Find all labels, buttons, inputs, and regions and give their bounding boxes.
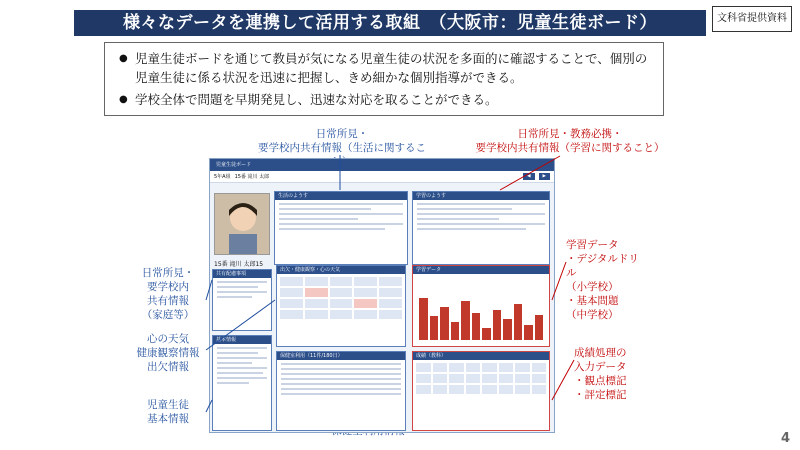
callout-grades: 成績処理の 入力データ ・観点標記 ・評定標記 <box>574 347 627 401</box>
basic-panel-header: 基本情報 <box>213 336 271 344</box>
next-button: ▶ <box>539 173 550 180</box>
student-name: 15番 滝川 太郎15 <box>214 261 264 268</box>
callout-shared-home: 日常所見・ 要学校内 共有情報 （家庭等） <box>141 267 195 321</box>
summary-text: 児童生徒ボードを通じて教員が気になる児童生徒の状況を多面的に確認することで、個別の児童生徒に係る状況を迅速に把握し、きめ細かな個別指導ができる。 <box>135 51 648 85</box>
board-title: 児童生徒ボード <box>210 159 554 171</box>
page-title: 様々なデータを連携して活用する取組 （大阪市：児童生徒ボード） <box>74 10 706 36</box>
bullet-icon: ● <box>119 94 128 105</box>
grades-panel-header: 成績（教科） <box>413 352 549 360</box>
summary-text: 学校全体で問題を早期発見し、迅速な対応を取ることができる。 <box>135 92 498 107</box>
nurse-panel-header: 保健室利用（11件/180日） <box>277 352 405 360</box>
life-panel-header: 生活のようす <box>275 192 407 200</box>
callout-basic: 児童生徒 基本情報 <box>147 399 189 425</box>
source-tag: 文科省提供資料 <box>712 6 792 32</box>
callout-daily-life: 日常所見・ 要学校内共有情報（生活に関するこ <box>258 128 426 154</box>
callout-health: 心の天気 健康観察情報 出欠情報 <box>136 333 200 373</box>
callout-learning-data: 学習データ ・デジタルドリル （小学校） ・基本問題 （中学校） <box>566 239 639 321</box>
student-select: 15番 滝川 太郎 <box>234 174 270 180</box>
shared-panel-header: 共有配慮事項 <box>213 270 271 278</box>
learning-panel-header: 学習のようす <box>413 192 549 200</box>
bullet-icon: ● <box>119 53 128 64</box>
page-number: 4 <box>780 431 790 446</box>
study-data-panel-header: 学習データ <box>413 266 549 274</box>
class-label: 5年A組 <box>214 174 231 180</box>
attendance-panel-header: 出欠・健康観察・心の天気 <box>277 266 405 274</box>
callout-daily-learning: 日常所見・教務必携・ 要学校内共有情報（学習に関すること） <box>475 128 665 154</box>
prev-button: ◀ <box>523 173 534 180</box>
